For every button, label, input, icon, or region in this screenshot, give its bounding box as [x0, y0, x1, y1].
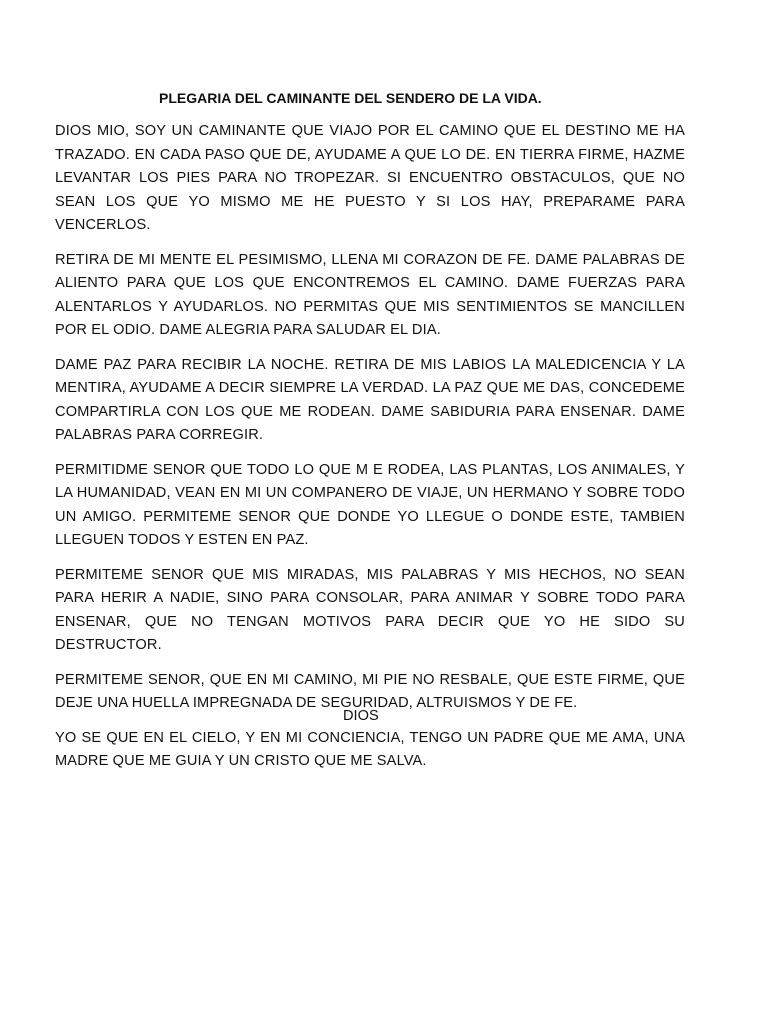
paragraph-2: RETIRA DE MI MENTE EL PESIMISMO, LLENA MI CORAZON DE FE. DAME PALABRAS DE ALIENTO PARA QUE LOS QUE ENCONTREMOS EL CAMINO. DAME FUERZAS PARA ALENTARLOS Y AYUDARLOS. NO PERMITAS QUE MIS SENTIMIENTOS SE MANCILLEN POR EL ODIO. DAME ALEGRIA PARA SALUDAR EL DIA.	[55, 251, 685, 338]
document-page	[55, 88, 685, 785]
paragraph-3: DAME PAZ PARA RECIBIR LA NOCHE. RETIRA DE MIS LABIOS LA MALEDICENCIA Y LA MENTIRA, AYUDAME A DECIR SIEMPRE LA VERDAD. LA PAZ QUE ME DAS, CONCEDEME COMPARTIRLA CON LOS QUE ME RODEAN. DAME SABIDURIA PARA ENSENAR. DAME PALABRAS PARA CORREGIR.	[55, 356, 685, 443]
signature: DIOS	[343, 708, 379, 724]
paragraph-4: PERMITIDME SENOR QUE TODO LO QUE M E RODEA, LAS PLANTAS, LOS ANIMALES, Y LA HUMANIDAD, VEAN EN MI UN COMPANERO DE VIAJE, UN HERMANO Y SOBRE TODO UN AMIGO. PERMITEME SENOR QUE DONDE YO LLEGUE O DONDE ESTE, TAMBIEN LLEGUEN TODOS Y ESTEN EN PAZ.	[55, 461, 685, 548]
paragraph-6: PERMITEME SENOR, QUE EN MI CAMINO, MI PIE NO RESBALE, QUE ESTE FIRME, QUE DEJE UNA HUELLA IMPREGNADA DE SEGURIDAD, ALTRUISMOS Y DE FE.	[55, 671, 685, 711]
document-title: PLEGARIA DEL CAMINANTE DEL SENDERO DE LA VIDA.	[159, 90, 542, 106]
paragraph-5: PERMITEME SENOR QUE MIS MIRADAS, MIS PALABRAS Y MIS HECHOS, NO SEAN PARA HERIR A NADIE, SINO PARA CONSOLAR, PARA ANIMAR Y SOBRE TODO PARA ENSENAR, QUE NO TENGAN MOTIVOS PARA DECIR QUE YO HE SIDO SU DESTRUCTOR.	[55, 566, 685, 653]
paragraph-7: YO SE QUE EN EL CIELO, Y EN MI CONCIENCIA, TENGO UN PADRE QUE ME AMA, UNA MADRE QUE ME GUIA Y UN CRISTO QUE ME SALVA.	[55, 729, 685, 769]
paragraph-1: DIOS MIO, SOY UN CAMINANTE QUE VIAJO POR EL CAMINO QUE EL DESTINO ME HA TRAZADO. EN CADA PASO QUE DE, AYUDAME A QUE LO DE. EN TIERRA FIRME, HAZME LEVANTAR LOS PIES PARA NO TROPEZAR. SI ENCUENTRO OBSTACULOS, QUE NO SEAN LOS QUE YO MISMO ME HE PUESTO Y SI LOS HAY, PREPARAME PARA VENCERLOS.	[55, 123, 685, 233]
